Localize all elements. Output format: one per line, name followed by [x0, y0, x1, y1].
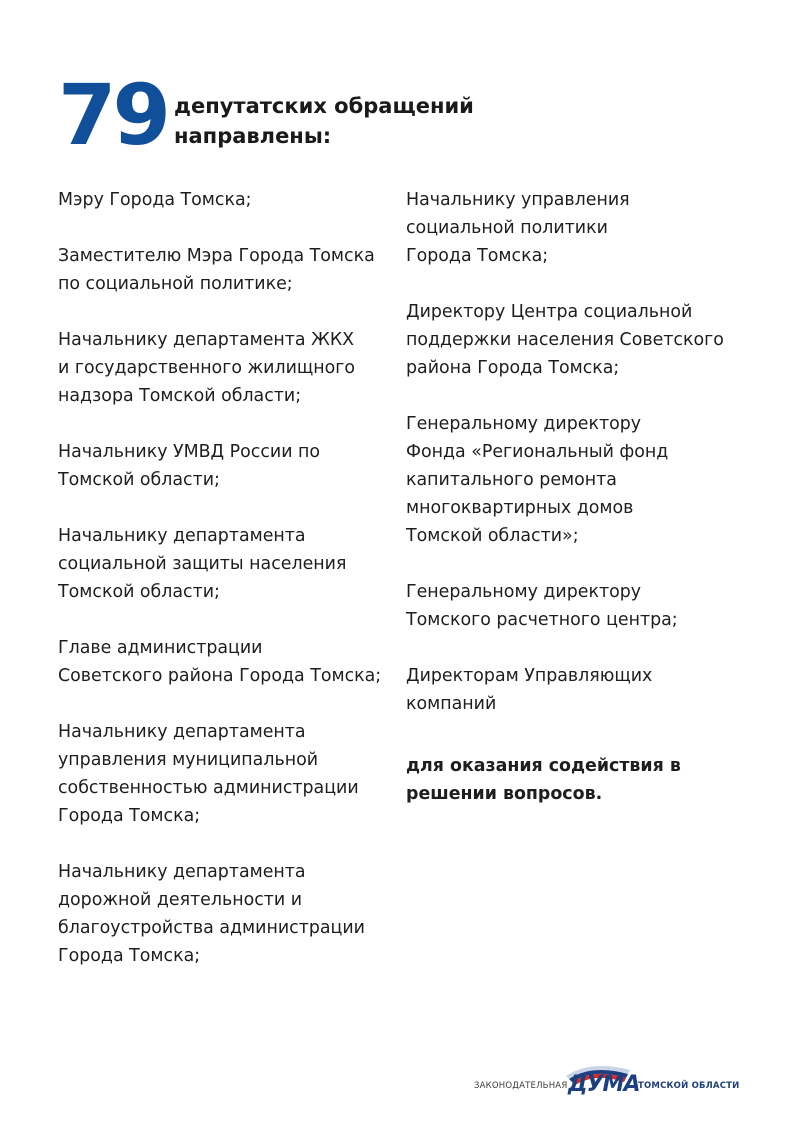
recipient-line: Начальнику УМВД России по	[58, 442, 321, 462]
recipient-item	[406, 578, 746, 634]
appeals-count: 79	[58, 66, 167, 164]
recipient-item	[58, 718, 388, 830]
recipient-line: Начальнику департамента	[58, 722, 306, 742]
footer-left-text: ЗАКОНОДАТЕЛЬНАЯ	[474, 1081, 568, 1091]
recipient-item	[58, 186, 388, 214]
recipient-line: Томского расчетного центра;	[406, 610, 678, 630]
recipient-line: капитального ремонта	[406, 470, 617, 490]
recipients-left-column	[58, 186, 388, 998]
recipient-line: по социальной политике;	[58, 274, 293, 294]
recipient-item	[406, 662, 746, 718]
recipient-line: Начальнику департамента ЖКХ	[58, 330, 355, 350]
recipient-line: Мэру Города Томска;	[58, 190, 252, 210]
recipient-item	[406, 298, 746, 382]
recipient-line: поддержки населения Советского	[406, 330, 724, 350]
recipient-item	[58, 326, 388, 410]
recipient-line: Главе администрации	[58, 638, 263, 658]
recipient-line: дорожной деятельности и	[58, 890, 303, 910]
recipient-line: Директорам Управляющих	[406, 666, 653, 686]
recipient-line: управления муниципальной	[58, 750, 319, 770]
recipient-line: Томской области»;	[406, 526, 579, 546]
closing-line: решении вопросов.	[406, 784, 603, 804]
recipient-item	[58, 634, 388, 690]
recipient-line: Генеральному директору	[406, 414, 642, 434]
recipient-item	[406, 186, 746, 270]
recipient-line: Директору Центра социальной	[406, 302, 693, 322]
recipient-item	[406, 410, 746, 550]
recipient-line: Начальнику департамента	[58, 526, 306, 546]
recipients-right-column	[406, 186, 746, 836]
recipient-line: надзора Томской области;	[58, 386, 302, 406]
footer-right-text: ТОМСКОЙ ОБЛАСТИ	[638, 1081, 740, 1091]
recipient-line: Города Томска;	[58, 806, 201, 826]
recipient-line: Томской области;	[58, 470, 220, 490]
recipient-line: благоустройства администрации	[58, 918, 365, 938]
recipient-line: Начальнику департамента	[58, 862, 306, 882]
header-title-line: направлены:	[174, 124, 332, 148]
recipient-line: Генеральному директору	[406, 582, 642, 602]
header-title	[174, 91, 504, 151]
recipient-line: социальной политики	[406, 218, 608, 238]
recipient-item	[58, 858, 388, 970]
closing-line: для оказания содействия в	[406, 756, 681, 776]
footer	[474, 1062, 744, 1102]
recipient-line: Томской области;	[58, 582, 220, 602]
recipient-line: района Города Томска;	[406, 358, 620, 378]
duma-logo-word: ДУМА	[568, 1072, 640, 1097]
recipient-line: многоквартирных домов	[406, 498, 634, 518]
recipient-line: Заместителю Мэра Города Томска	[58, 246, 375, 266]
recipient-item	[58, 522, 388, 606]
duma-logo	[560, 1062, 638, 1102]
recipient-line: Города Томска;	[58, 946, 201, 966]
recipient-line: Начальнику управления	[406, 190, 630, 210]
header-title-line: депутатских обращений	[174, 94, 474, 118]
recipient-line: и государственного жилищного	[58, 358, 356, 378]
recipient-line: Советского района Города Томска;	[58, 666, 382, 686]
recipient-item	[58, 242, 388, 298]
recipient-line: Фонда «Региональный фонд	[406, 442, 669, 462]
recipient-item	[58, 438, 388, 494]
recipient-line: Города Томска;	[406, 246, 549, 266]
closing-statement	[406, 752, 746, 808]
recipient-line: собственностью администрации	[58, 778, 359, 798]
recipient-line: компаний	[406, 694, 497, 714]
recipient-line: социальной защиты населения	[58, 554, 347, 574]
